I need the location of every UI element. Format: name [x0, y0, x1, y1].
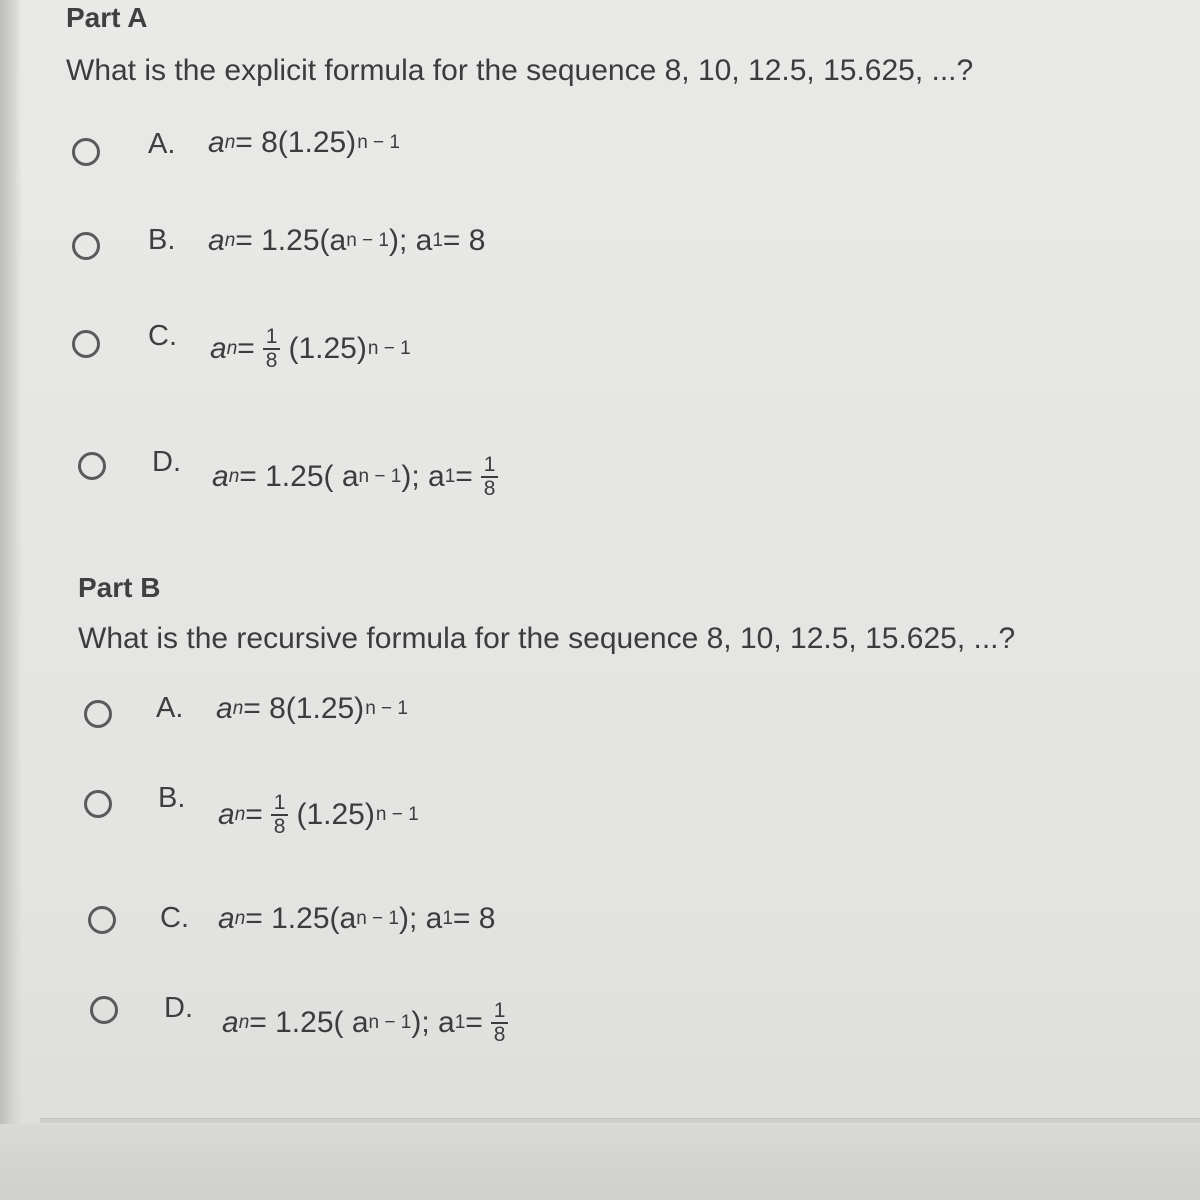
bottom-area	[0, 1124, 1200, 1200]
formula-text: (1.25)	[288, 332, 367, 365]
part-a-option-c-letter: C.	[148, 320, 177, 352]
part-b-option-c-radio[interactable]	[88, 906, 116, 934]
bottom-divider	[40, 1118, 1200, 1123]
formula-text: ); a	[411, 1006, 455, 1039]
formula-text: =	[465, 1006, 483, 1039]
formula-text: = 8	[452, 902, 496, 935]
fraction: $\frac{1}{8}$	[481, 454, 499, 500]
part-b-question: What is the recursive formula for the sequence 8, 10, 12.5, 15.625, ...?	[78, 622, 1016, 655]
formula-var: a	[216, 692, 233, 725]
formula-text: ); a	[398, 902, 443, 935]
part-a-option-d-formula[interactable]	[212, 454, 506, 500]
formula-subscript: n − 1	[356, 908, 399, 929]
fraction: $\frac{1}{8}$	[491, 1000, 509, 1046]
part-a-option-b-radio[interactable]	[72, 232, 100, 260]
formula-var: a	[218, 798, 235, 831]
part-b-option-b-radio[interactable]	[84, 790, 112, 818]
formula-var: a	[210, 332, 227, 365]
formula-subscript: n	[234, 804, 246, 825]
formula-subscript: n − 1	[358, 466, 402, 487]
formula-text: = 8(1.25)	[235, 126, 357, 159]
formula-var: a	[208, 224, 225, 257]
formula-subscript: n	[238, 1012, 250, 1033]
part-b-title: Part B	[78, 572, 161, 603]
formula-subscript: n − 1	[346, 230, 389, 251]
fraction: $\frac{1}{8}$	[271, 792, 289, 838]
formula-var: a	[208, 126, 225, 159]
formula-exponent: n − 1	[365, 698, 408, 719]
formula-var: a	[222, 1006, 239, 1039]
part-b-option-b-letter: B.	[158, 782, 186, 814]
formula-subscript: n − 1	[368, 1012, 412, 1033]
part-b-option-a-radio[interactable]	[84, 700, 112, 728]
formula-text: (1.25)	[296, 798, 375, 831]
part-a-option-b-letter: B.	[148, 224, 176, 256]
part-a-option-a-formula[interactable]	[208, 126, 400, 160]
formula-text: =	[245, 798, 263, 831]
part-a-option-d-radio[interactable]	[78, 452, 106, 480]
formula-subscript: n	[232, 698, 244, 719]
formula-text: = 8	[442, 224, 486, 257]
formula-subscript: n	[224, 132, 236, 153]
formula-exponent: n − 1	[375, 804, 419, 825]
part-b-option-b-formula[interactable]	[218, 792, 419, 838]
part-a-option-a-letter: A.	[148, 128, 176, 160]
formula-subscript: n	[228, 466, 240, 487]
formula-subscript: n	[234, 908, 246, 929]
formula-text: = 1.25( a	[249, 1006, 369, 1039]
part-b-option-d-radio[interactable]	[90, 996, 118, 1024]
part-a-title: Part A	[66, 2, 148, 33]
part-b-option-a-letter: A.	[156, 692, 184, 724]
fraction: $\frac{1}{8}$	[263, 326, 281, 372]
formula-subscript: 1	[442, 908, 453, 929]
formula-subscript: 1	[432, 230, 443, 251]
part-a-option-c-formula[interactable]	[210, 326, 411, 372]
formula-text: =	[237, 332, 255, 365]
formula-subscript: 1	[454, 1012, 466, 1033]
part-a-option-d-letter: D.	[152, 446, 181, 478]
formula-exponent: n − 1	[367, 338, 411, 359]
formula-exponent: n − 1	[357, 132, 400, 153]
formula-var: a	[212, 460, 229, 493]
formula-text: = 8(1.25)	[243, 692, 365, 725]
part-b-option-d-letter: D.	[164, 992, 193, 1024]
left-edge-shadow	[0, 0, 22, 1200]
part-b-option-a-formula[interactable]	[216, 692, 408, 726]
part-a-question: What is the explicit formula for the sequence 8, 10, 12.5, 15.625, ...?	[66, 54, 974, 87]
formula-text: ); a	[388, 224, 433, 257]
formula-var: a	[218, 902, 235, 935]
formula-text: = 1.25(a	[235, 224, 347, 257]
formula-subscript: n	[226, 338, 238, 359]
formula-subscript: n	[224, 230, 236, 251]
formula-text: = 1.25(a	[245, 902, 357, 935]
formula-text: = 1.25( a	[239, 460, 359, 493]
formula-subscript: 1	[444, 466, 456, 487]
part-a-option-b-formula[interactable]	[208, 224, 485, 258]
formula-text: ); a	[401, 460, 445, 493]
part-b-option-d-formula[interactable]	[222, 1000, 516, 1046]
part-a-option-c-radio[interactable]	[72, 330, 100, 358]
part-b-option-c-formula[interactable]	[218, 902, 495, 936]
formula-text: =	[455, 460, 473, 493]
part-a-option-a-radio[interactable]	[72, 138, 100, 166]
part-b-option-c-letter: C.	[160, 902, 189, 934]
